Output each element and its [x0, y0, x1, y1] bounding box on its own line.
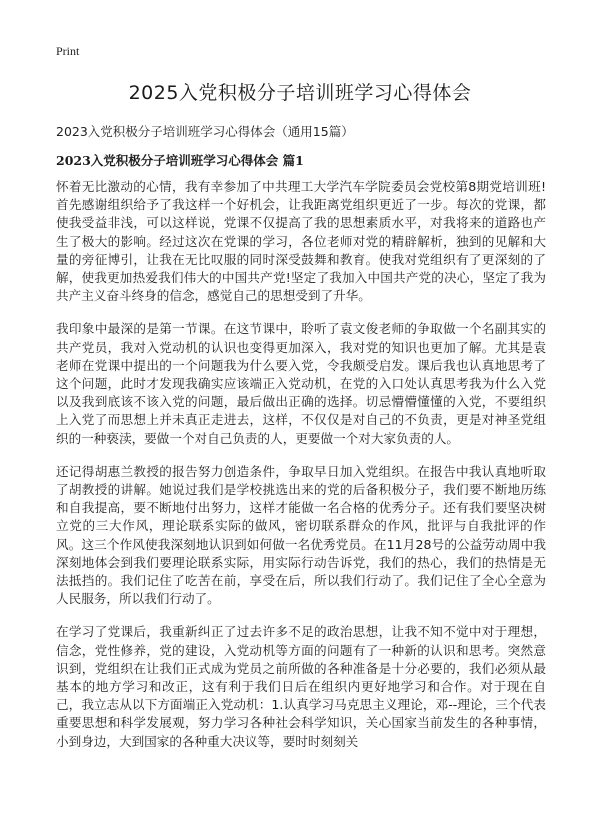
- print-link[interactable]: Print: [56, 44, 80, 58]
- section-heading: 2023入党积极分子培训班学习心得体会 篇1: [56, 153, 304, 168]
- paragraph: 我印象中最深的是第一节课。在这节课中，聆听了袁文俊老师的争取做一个名副其实的共产党员，我对入党动机的认识也变得更加深入，我对党的知识也更加了解。尤其是袁老师在党课中提出的一个问题我为什么要入党，令我颇受启发。课后我也认真地思考了这个问题，此时才发现我确实应该端正入党动机，在党的入口处认真思考我为什么入党以及我到底该不该入党的问题，最后做出正确的选择。切忌懵懵懂懂的入党，不要组织上入党了而思想上并未真正走进去，这样，不仅仅是对自己的不负责，更是对神圣党组织的一种亵渎，要做一个对自己负责的人，更要做一个对大家负责的人。: [56, 321, 546, 446]
- page-title: 2025入党积极分子培训班学习心得体会: [128, 82, 472, 104]
- paragraph: 还记得胡惠兰教授的报告努力创造条件，争取早日加入党组织。在报告中我认真地听取了胡教授的讲解。她说过我们是学校挑选出来的党的后备积极分子，我们要不断地历练和自我提高，要不断地付出努力，这样才能做一名合格的优秀分子。还有我们要坚决树立党的三大作风，理论联系实际的做风，密切联系群众的作风，批评与自我批评的作风。这三个作风使我深刻地认识到如何做一名优秀党员。在11月28号的公益劳动周中我深刻地体会到我们要理论联系实际，用实际行动告诉党，我们的热心，我们的热情是无法抵挡的。我们记住了吃苦在前，享受在后，所以我们行动了。我们记住了全心全意为人民服务，所以我们行动了。: [56, 463, 546, 607]
- article-body: [56, 178, 546, 766]
- document-subtitle: 2023入党积极分子培训班学习心得体会（通用15篇）: [56, 124, 354, 139]
- paragraph: 怀着无比激动的心情，我有幸参加了中共理工大学汽车学院委员会党校第8期党培训班!首先感谢组织给予了我这样一个好机会，让我距离党组织更近了一步。每次的党课，都使我受益非浅，可以这样说，党课不仅提高了我的思想素质水平，对我将来的道路也产生了极大的影响。经过这次在党课的学习，各位老师对党的精辟解析，独到的见解和大量的旁征博引，让我在无比叹服的同时深受鼓舞和教育。使我对党组织有了更深刻的了解，使我更加热爱我们伟大的中国共产党!坚定了我加入中国共产党的决心，坚定了我为共产主义奋斗终身的信念，感觉自己的思想受到了升华。: [56, 179, 546, 304]
- paragraph: 在学习了党课后，我重新纠正了过去许多不足的政治思想，让我不知不觉中对于理想，信念，党性修养，党的建设，入党动机等方面的问题有了一种新的认识和思考。突然意识到，党组织在让我们正式成为党员之前所做的各种准备是十分必要的，我们必须从最基本的地方学习和改正，这有利于我们日后在组织内更好地学习和合作。对于现在自己，我立志从以下方面端正入党动机：1.认真学习马克思主义理论，邓--理论，三个代表重要思想和科学发展观，努力学习各种社会科学知识，关心国家当前发生的各种事情，小到身边，大到国家的各种重大决议等，要时时刻刻关: [56, 624, 546, 749]
